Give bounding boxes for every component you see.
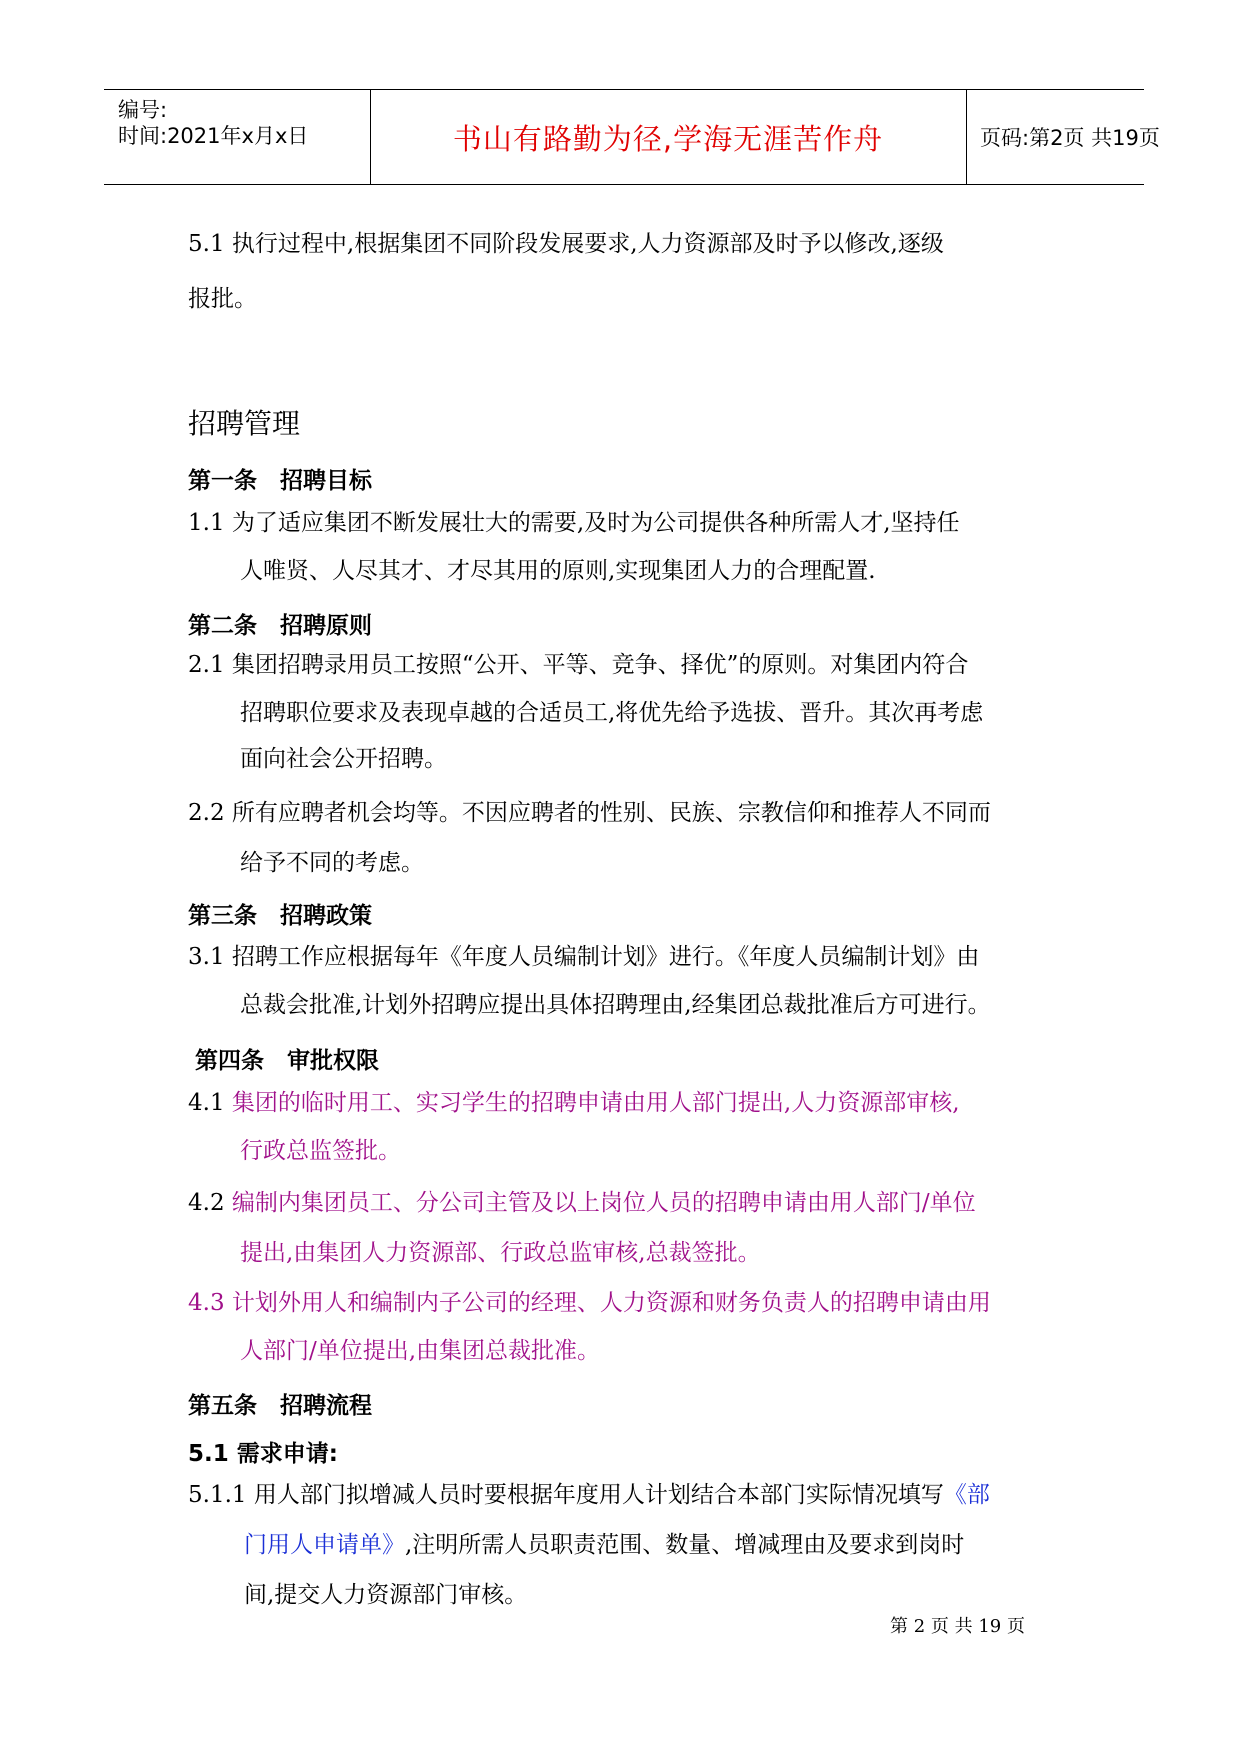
article-5-title: 第五条 招聘流程	[188, 1393, 372, 1419]
number-label: 编号:	[118, 98, 168, 122]
paragraph-text: ,注明所需人员职责范围、数量、增减理由及要求到岗时	[405, 1532, 965, 1558]
paragraph-4-3-line2: 人部门/单位提出,由集团总裁批准。	[240, 1338, 601, 1364]
paragraph-number: 4.1	[188, 1090, 225, 1116]
paragraph-text: 执行过程中,根据集团不同阶段发展要求,人力资源部及时予以修改,逐级	[231, 231, 944, 257]
paragraph-2-2-line2: 给予不同的考虑。	[240, 850, 424, 876]
paragraph-2-1-line1	[188, 654, 968, 677]
paragraph-number: 3.1	[188, 944, 225, 970]
paragraph-text: 编制内集团员工、分公司主管及以上岗位人员的招聘申请由用人部门/单位	[231, 1190, 976, 1216]
paragraph-number: 5.1	[188, 231, 225, 257]
paragraph-number: 1.1	[188, 510, 225, 536]
header-info-cell	[104, 90, 371, 184]
paragraph-1-1-line2: 人唯贤、人尽其才、才尽其用的原则,实现集团人力的合理配置.	[240, 558, 876, 584]
paragraph-5-1-line2: 报批。	[188, 286, 257, 312]
paragraph-text: 招聘工作应根据每年《年度人员编制计划》进行。《年度人员编制计划》由	[231, 944, 980, 970]
paragraph-2-2-line1	[188, 802, 991, 825]
page-footer: 第 2 页 共 19 页	[890, 1616, 1025, 1637]
header-page-cell	[966, 90, 1160, 184]
paragraph-5-1-1-line1	[188, 1484, 990, 1507]
paragraph-4-2-line2: 提出,由集团人力资源部、行政总监审核,总裁签批。	[240, 1240, 761, 1266]
section-heading: 招聘管理	[188, 407, 301, 440]
article-4-title: 第四条 审批权限	[195, 1048, 379, 1074]
page-header	[104, 89, 1160, 185]
paragraph-4-1-line1	[188, 1092, 960, 1115]
paragraph-number: 4.3	[188, 1290, 225, 1316]
paragraph-text: 为了适应集团不断发展壮大的需要,及时为公司提供各种所需人才,坚持任	[231, 510, 960, 536]
paragraph-text: 集团招聘录用员工按照“公开、平等、竞争、择优”的原则。对集团内符合	[231, 652, 969, 678]
subsection-5-1-title: 5.1 需求申请:	[188, 1441, 338, 1467]
paragraph-number: 4.2	[188, 1190, 225, 1216]
paragraph-number: 2.1	[188, 652, 225, 678]
paragraph-5-1-line1	[188, 233, 944, 256]
form-name-link-part1: 《部	[943, 1482, 990, 1508]
paragraph-3-1-line1	[188, 946, 979, 969]
motto: 书山有路勤为径,学海无涯苦作舟	[452, 121, 884, 156]
paragraph-text: 集团的临时用工、实习学生的招聘申请由用人部门提出,人力资源部审核,	[231, 1090, 960, 1116]
paragraph-number: 5.1.1	[188, 1482, 247, 1508]
paragraph-text: 所有应聘者机会均等。不因应聘者的性别、民族、宗教信仰和推荐人不同而	[231, 800, 991, 826]
article-3-title: 第三条 招聘政策	[188, 903, 372, 929]
paragraph-number: 2.2	[188, 800, 225, 826]
paragraph-3-1-line2: 总裁会批准,计划外招聘应提出具体招聘理由,经集团总裁批准后方可进行。	[240, 992, 991, 1018]
header-motto-cell	[370, 90, 967, 184]
form-name-link-part2: 门用人申请单》	[244, 1532, 405, 1558]
article-1-title: 第一条 招聘目标	[188, 468, 372, 494]
paragraph-text: 用人部门拟增减人员时要根据年度用人计划结合本部门实际情况填写	[253, 1482, 944, 1508]
paragraph-4-1-line2: 行政总监签批。	[240, 1138, 401, 1164]
page-code: 页码:第2页 共19页	[980, 126, 1160, 150]
paragraph-text: 计划外用人和编制内子公司的经理、人力资源和财务负责人的招聘申请由用	[231, 1290, 991, 1316]
paragraph-2-1-line2: 招聘职位要求及表现卓越的合适员工,将优先给予选拔、晋升。其次再考虑	[240, 700, 984, 726]
article-2-title: 第二条 招聘原则	[188, 613, 372, 639]
paragraph-4-3-line1	[188, 1292, 991, 1315]
time-label: 时间:2021年x月x日	[118, 124, 309, 148]
paragraph-4-2-line1	[188, 1192, 976, 1215]
paragraph-1-1-line1	[188, 512, 960, 535]
paragraph-5-1-1-line3: 间,提交人力资源部门审核。	[244, 1582, 528, 1608]
paragraph-5-1-1-line2	[244, 1534, 964, 1557]
paragraph-2-1-line3: 面向社会公开招聘。	[240, 746, 447, 772]
